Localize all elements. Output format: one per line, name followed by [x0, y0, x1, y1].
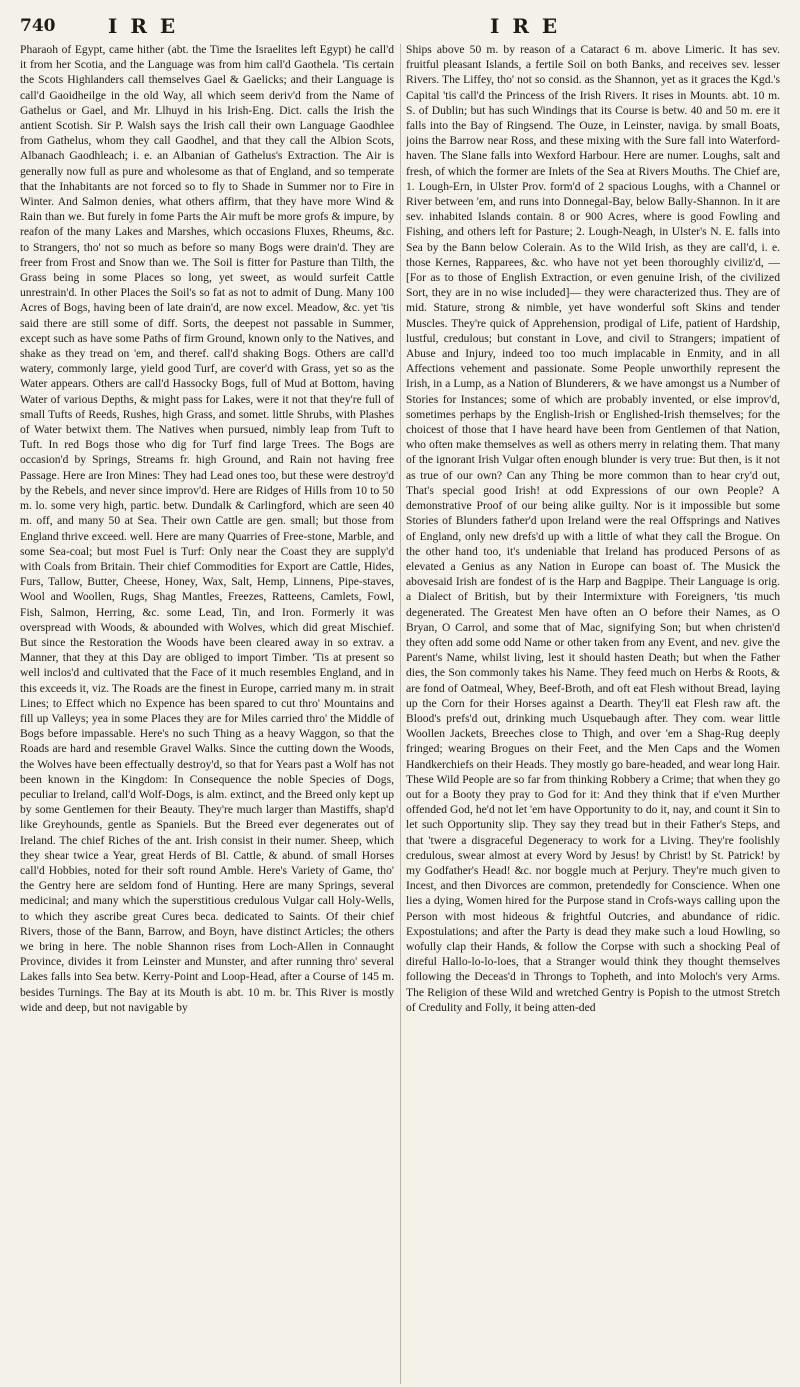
page-number: 740: [20, 16, 56, 36]
right-column: [406, 42, 780, 1387]
column-divider: [400, 44, 401, 1384]
running-head-right: I R E: [490, 14, 561, 38]
left-column: [20, 42, 394, 1387]
text-columns: [20, 42, 780, 1387]
left-column-text: Pharaoh of Egypt, came hither (abt. the Time the Israelites left Egypt) he call'd it from her Scotia, and the Language was from him call'd Gaothela. 'Tis certain the Scots Highlanders call themselves Gael & Gaelicks; and their Language is call'd Gaoidheilge in the old Way, all which seem deriv'd from the Name of Gathelus or Gael, and Mr. Llhuyd in his Irish-Eng. Dict. calls the Irish the antient Scotish. Sir P. Walsh says the Irish call their own Language Gaodhlee from Gathelus, whom they call Gaodhel, and that they call the Albion Scots, Albanach Gaodhleach; i. e. an Albanian of Gathelus's Extraction. The Air is generally now full as pure and wholesome as that of England, and so temperate that the Inhabitants are not forced so to fly to Shade in Summer nor to Fire in Winter. And Salmon denies, what others affirm, that they have more Wind & Rain than we. But furely in fome Parts the Air muft be more grofs & impure, by reafon of the many Lakes and Marshes, which occasions Fluxes, Rheums, &c. to Strangers, tho' not so much as before so many Bogs were drain'd. They are freer from Frost and Snow than we. The Soil is fitter for Pasture than Tilth, the Grass being in some Places so long, yet sweet, as would surfeit Cattle unrestrain'd. In other Places the Soil's so fat as not to admit of Dung. Many 100 Acres of Bogs, having been of late drain'd, are now excel. Meadow, &c. yet 'tis said there are still some of diff. Sorts, the deepest not passable in Summer, except such as have some Paths of firm Ground, known only to the Natives, and shake as they tread on 'em, and theref. call'd shaking Bogs. Others are call'd watery, commonly large, yield good Turf, are cover'd with Grass, yet so as the Water appears. Others are call'd Hassocky Bogs, full of Mud at Bottom, having Water of various Depths, & might pass for Lakes, were it not that they're full of small Tufts of Reeds, Rushes, high Grass, and somet. little Shrubs, with Plashes of Water betwixt them. The Natives when pursued, nimbly leap from Tuft to Tuft. In red Bogs those who dig for Turf find large Trees. The Bogs are occasion'd by Springs, Streams fr. high Ground, and Rain not having free Passage. Here are Iron Mines: They had Lead ones too, but these were destroy'd by the Rebels, and never since improv'd. Here are Ridges of Hills from 10 to 50 m. lo. some very high, partic. betw. Dundalk & Carlingford, which are seen 40 m. off, and many 50 at Sea. Their own Cattle are gen. small; but those from England thrive exceed. well. Here are many Quarries of Free-stone, Marble, and some Sea-coal; but most Fuel is Turf: Only near the Coast they are supply'd with Coals from Britain. Their chief Commodities for Export are Cattle, Hides, Furs, Tallow, Butter, Cheese, Honey, Wax, Salt, Hemp, Linnens, Pipe-staves, Wool and Woollen, Rugs, Shag Mantles, Freezes, Ratteens, Camlets, Fowl, Fish, Salmon, Herring, &c. some Lead, Tin, and Iron. Formerly it was overspread with Woods, & abounded with Wolves, which did great Mischief. But since the Restoration the Woods have been cleared away in so extrav. a Manner, that they at this Day are obliged to import Timber. 'Tis at present so well inclos'd and cultivated that the Face of it much resembles England, and in this exceeds it, viz. The Roads are the finest in Europe, carried many m. in strait Lines; to Effect which no Expence has been spared to cut thro' Mountains and fill up Valleys; yea in some Places they are for Miles carried thro' the Middle of Bogs before impassable. Here's no such Thing as a heavy Waggon, so that the Roads are hard and resemble Gravel Walks. Since the cutting down the Woods, the Wolves have been effectually destroy'd, so that for Years past a Wolf has not been known in the Kingdom: In Consequence the noble Species of Dogs, peculiar to Ireland, call'd Wolf-Dogs, is alm. extinct, and the Breed only kept up by some Gentlemen for their Beauty. They're much larger than Mastiffs, shap'd like Greyhounds, gentle as Spaniels. But the Breed ever degenerates out of Ireland. The chief Riches of the ant. Irish consist in their numer. Sheep, which they shear twice a Year, great Herds of Bl. Cattle, & abund. of small Horses call'd Hobbies, noted for their soft round Amble. Here's Variety of Game, tho' the Gentry here are seldom fond of Hunting. Here are many Springs, several medicinal; and many which the superstitious credulous Vulgar call Holy-Wells, to which they ascribe great Cures beca. dedicated to Saints. Of their chief Rivers, those of the Bann, Barrow, and Boyn, have distinct Articles; the others we bring in here. The noble Shannon rises from Loch-Allen in Connaught Province, divides it from Leinster and Munster, and after running thro' several Lakes falls into Sea betw. Kerry-Point and Loop-Head, after a Course of 145 m. besides Turnings. The Bay at its Mouth is abt. 10 m. br. This River is mostly wide and deep, but not navigable by: [20, 43, 394, 1014]
page-header: [20, 14, 780, 38]
right-column-text: Ships above 50 m. by reason of a Cataract 6 m. above Limeric. It has sev. fruitful pleasant Islands, a fertile Soil on both Banks, and receives sev. lesser Rivers. The Liffey, tho' not so consid. as the Shannon, yet as it graces the Kgd.'s Capital 'tis call'd the Princess of the Irish Rivers. It rises in Mounts. abt. 10 m. S. of Dublin; but has such Windings that its Course is betw. 40 and 50 m. ere it falls into the Bay of Ringsend. The Ouze, in Leinster, naviga. by small Boats, joins the Barrow near Ross, and these mixing with the Sure fall into Waterford-haven. The Slane falls into Wexford Harbour. Here are numer. Loughs, salt and fresh, of which the former are Inlets of the Sea at Rivers Mouths. The Chief are, 1. Lough-Ern, in Ulster Prov. form'd of 2 spacious Loughs, with a Channel or River between 'em, and runs into Donnegal-Bay, below Bally-Shannon. In it are sev. inhabited Islands contain. 8 or 900 Acres, where is good Fowling and Fishing, and others left for Pasture; 2. Lough-Neagh, in Ulster's N. E. falls into Sea by the Bann below Colerain. As to the Wild Irish, as they are call'd, i. e. those Kernes, Rapparees, &c. who have not yet been thoroughly civiliz'd, — [For as to those of English Extraction, or even genuine Irish, of the civilized Sort, they are in no wise included]— they were characterized thus. They are of mid. Stature, strong & nimble, yet have wonderful soft Skins and tender Muscles. They're quick of Apprehension, prodigal of Life, patient of Hardship, lustful, credulous; but constant in Love, and civil to Strangers; impatient of Abuse and Injury, indeed too too much implacable in Enmity, and in all Affections vehement and passionate. Some People unworthily represent the Irish, in a Lump, as a Nation of Blunderers, & we have amongst us a Number of Stories for Instances; some of which are probably invented, or else improv'd, sometimes perhaps by the English-Irish or Englished-Irish themselves; for the choicest of those that I have heard have been from Gentlemen of that Nation, who often make themselves as well as others merry in relating them. That many of the ignorant Irish Vulgar often enough blunder is very true: But then, is it not as true of our own? Can any Thing be more common than to hear cry'd out, That's special good Irish! at odd Expressions of our own People? A demonstrative Proof of our being alike guilty. Nor is it impossible but some Stories of Blunders father'd upon Ireland were the real Offsprings and Natives of England, only new drefs'd up with a little of what they call the Brogue. On the other hand too, it's undeniable that Ireland has produced Persons of as elevated a Genius as any Nation in Europe can boast of. The Musick the abovesaid Irish are fondest of is the Harp and Bagpipe. Their Language is orig. a Dialect of British, but by their Intermixture with Foreigners, 'tis much degenerated. The Greatest Men have often an O before their Names, as O Bryan, O Carrol, and some that of Mac, signifying Son; but when christen'd they often add some odd Name or other taken from any Event, and nev. give the Parent's Name, whilst living, lest it should hasten Death; but when the Father dies, the Son commonly takes his Name. They feed much on Herbs & Roots, & are fond of Oatmeal, Whey, Beef-Broth, and oft eat Flesh without Bread, laying up the Corn for their Horses against a Dearth. They'll eat Flesh raw aft. the Blood's prefs'd out, drinking much Usquebaugh after. They com. wear little Woollen Jackets, Breeches close to Thigh, and over 'em a Shag-Rug deeply fringed; wearing Brogues on their Feet, and the Men Caps and the Women Handkerchiefs on their Heads. They mostly go bare-headed, and wear long Hair. These Wild People are so far from thinking Robbery a Crime; that when they go out for a Booty they pray to God for it: And they think that if e'ven Murther offended God, he'd not let 'em have Opportunity to do it, nay, and count it Sin to let such Opportunity slip. They say they tread but in their Father's Steps, and that 'twere a disgraceful Degeneracy to work for a Living. They're foolishly credulous, swear almost at every Word by Jesus! by Christ! by St. Patrick! by my Godfather's Head! &c. nor boggle much at Perjury. They're much given to Incest, and then Divorces are common, pretendedly for Conscience. When one lies a dying, Women hired for the Purpose stand in Crofs-ways calling upon the Person with most hideous & frightful Outcries, and abundance of ridic. Expostulations; and after the Party is dead they make such a loud Howling, so wofully clap their Hands, & follow the Corpse with such a shocking Peal of direful Hallo-lo-lo-loes, that a Stranger would think they thought themselves following the Deceas'd in Throngs to Topheth, and into Moloch's very Arms. The Religion of these Wild and wretched Gentry is Popish to the utmost Stretch of Credulity and Folly, it being atten-ded: [406, 43, 780, 1014]
running-head-left: I R E: [108, 14, 179, 38]
